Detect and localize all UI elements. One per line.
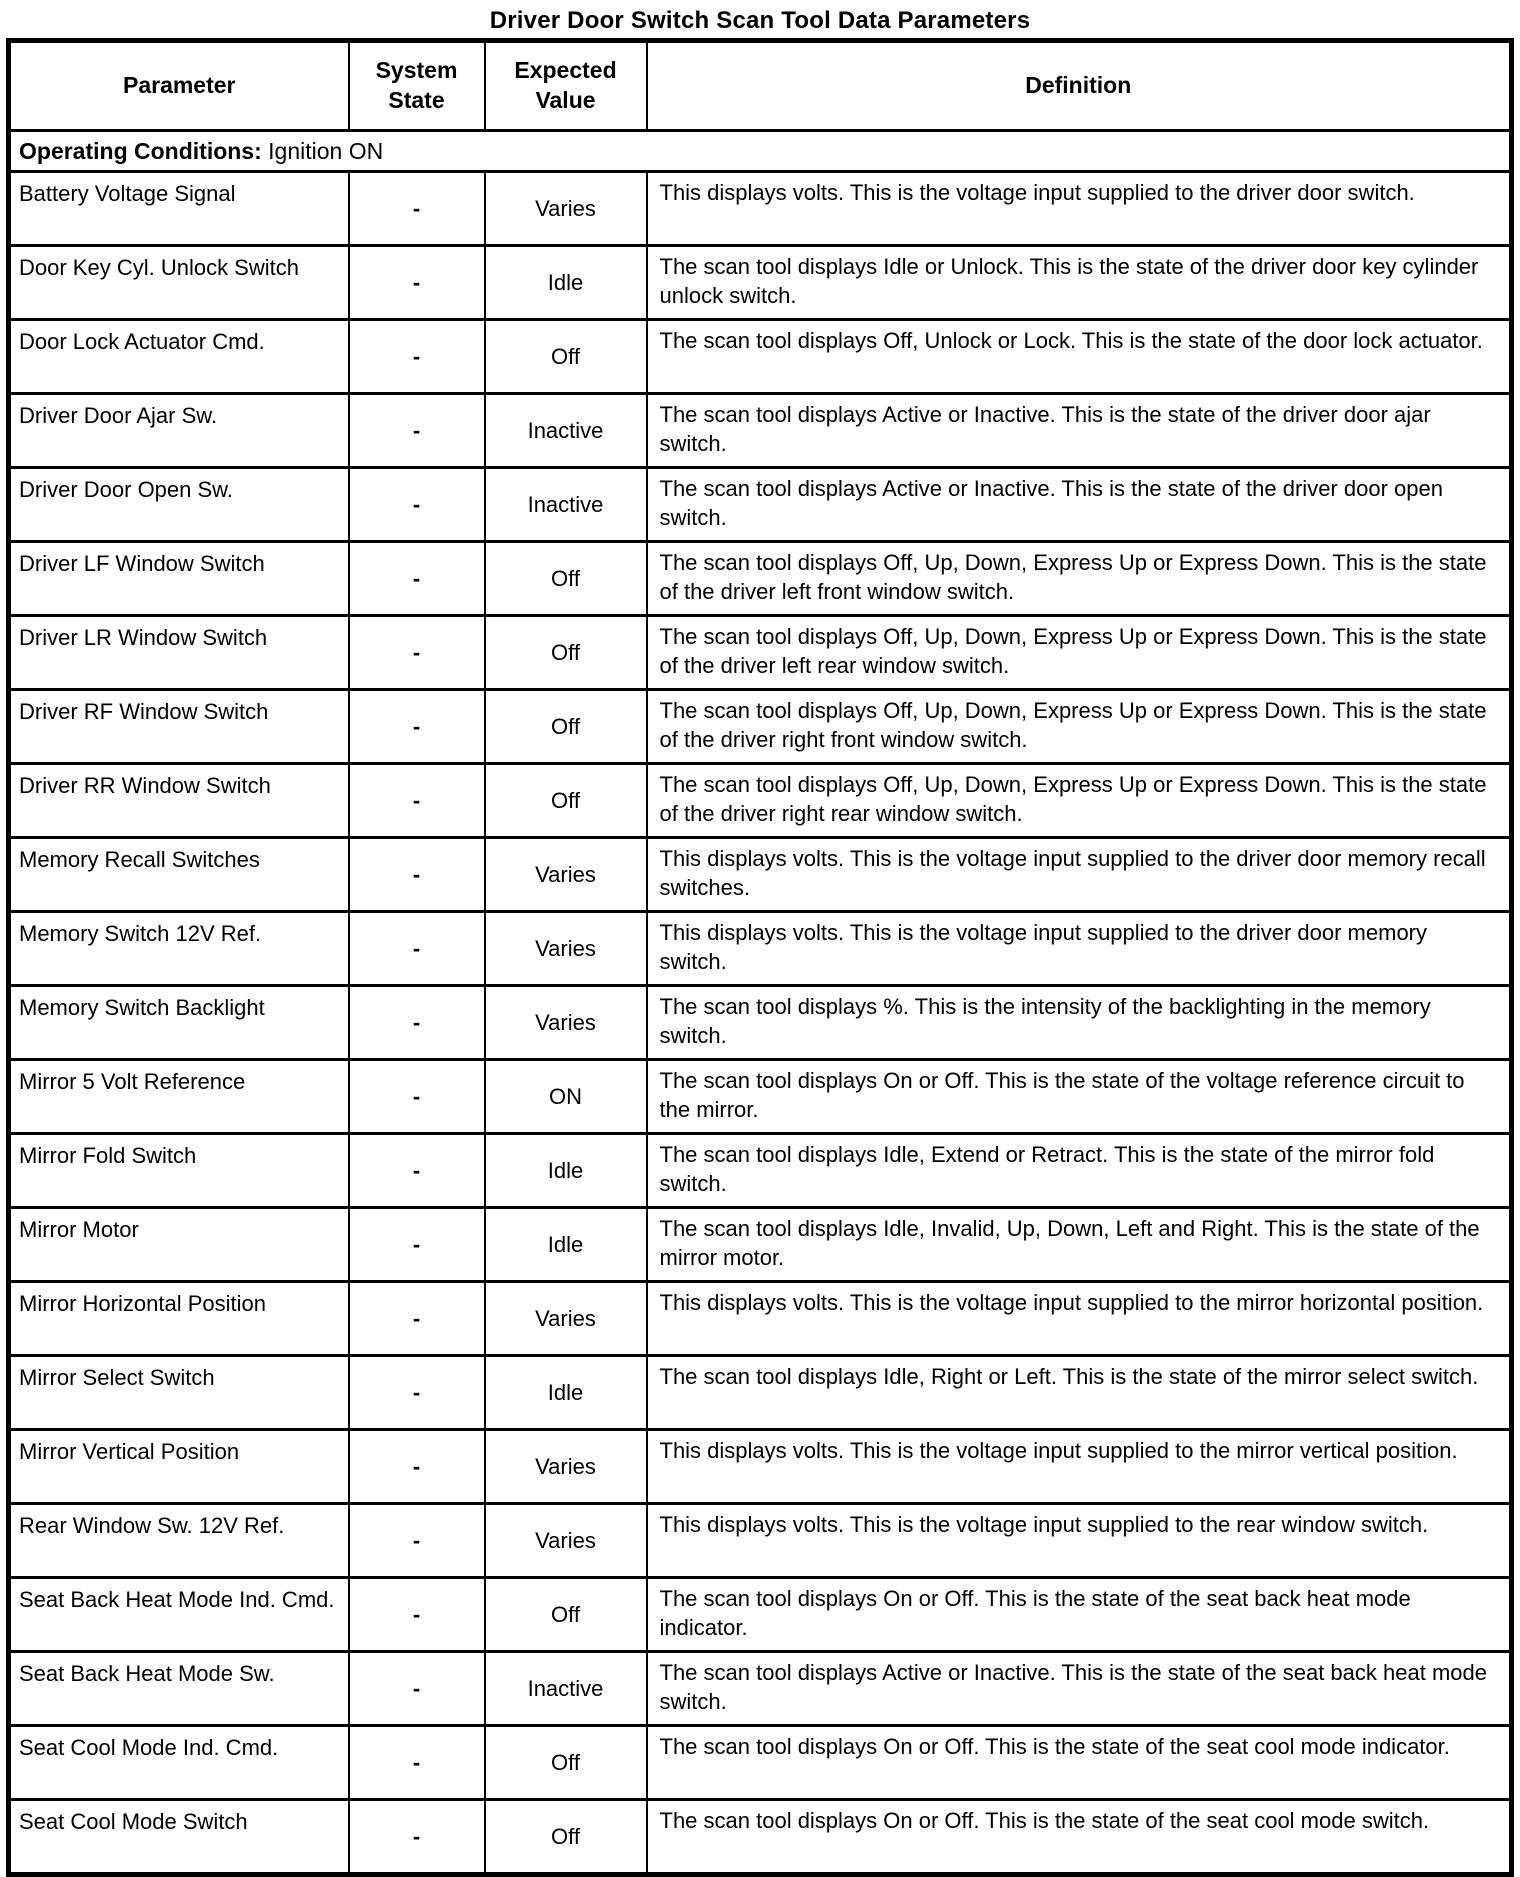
parameter-cell: Seat Cool Mode Ind. Cmd. xyxy=(9,1726,349,1800)
expected-value-cell: Idle xyxy=(485,246,647,320)
table-row xyxy=(9,912,1512,986)
expected-value-cell: Inactive xyxy=(485,468,647,542)
operating-conditions-value: Ignition ON xyxy=(268,137,384,164)
system-state-cell: - xyxy=(349,1726,485,1800)
expected-value-cell: Varies xyxy=(485,986,647,1060)
header-row xyxy=(9,41,1512,131)
parameter-cell: Memory Switch Backlight xyxy=(9,986,349,1060)
table-row xyxy=(9,764,1512,838)
definition-cell: This displays volts. This is the voltage input supplied to the driver door memory recall switches. xyxy=(647,838,1512,912)
definition-cell: This displays volts. This is the voltage input supplied to the driver door switch. xyxy=(647,172,1512,246)
definition-cell: The scan tool displays Off, Up, Down, Express Up or Express Down. This is the state of the driver left front window switch. xyxy=(647,542,1512,616)
expected-value-cell: Varies xyxy=(485,1282,647,1356)
expected-value-cell: Varies xyxy=(485,912,647,986)
definition-cell: The scan tool displays On or Off. This is the state of the voltage reference circuit to the mirror. xyxy=(647,1060,1512,1134)
expected-value-cell: ON xyxy=(485,1060,647,1134)
table-row xyxy=(9,1430,1512,1504)
table-row xyxy=(9,1578,1512,1652)
col-header-system-state: System State xyxy=(349,41,485,131)
expected-value-cell: Idle xyxy=(485,1134,647,1208)
parameter-cell: Door Key Cyl. Unlock Switch xyxy=(9,246,349,320)
table-row xyxy=(9,468,1512,542)
expected-value-cell: Varies xyxy=(485,1430,647,1504)
definition-cell: The scan tool displays %. This is the intensity of the backlighting in the memory switch. xyxy=(647,986,1512,1060)
table-row xyxy=(9,838,1512,912)
parameter-cell: Driver Door Open Sw. xyxy=(9,468,349,542)
system-state-cell: - xyxy=(349,394,485,468)
table-row xyxy=(9,320,1512,394)
table-row xyxy=(9,1134,1512,1208)
expected-value-cell: Idle xyxy=(485,1208,647,1282)
system-state-cell: - xyxy=(349,1430,485,1504)
parameter-cell: Driver RR Window Switch xyxy=(9,764,349,838)
system-state-cell: - xyxy=(349,246,485,320)
definition-cell: The scan tool displays Active or Inactive. This is the state of the driver door open switch. xyxy=(647,468,1512,542)
table-row xyxy=(9,542,1512,616)
parameter-cell: Driver LR Window Switch xyxy=(9,616,349,690)
definition-cell: The scan tool displays Active or Inactive. This is the state of the driver door ajar switch. xyxy=(647,394,1512,468)
system-state-cell: - xyxy=(349,1282,485,1356)
definition-cell: This displays volts. This is the voltage input supplied to the mirror vertical position. xyxy=(647,1430,1512,1504)
expected-value-cell: Varies xyxy=(485,172,647,246)
parameter-cell: Door Lock Actuator Cmd. xyxy=(9,320,349,394)
system-state-cell: - xyxy=(349,1800,485,1875)
definition-cell: This displays volts. This is the voltage input supplied to the driver door memory switch. xyxy=(647,912,1512,986)
table-row xyxy=(9,1208,1512,1282)
parameter-cell: Memory Switch 12V Ref. xyxy=(9,912,349,986)
parameter-cell: Mirror Fold Switch xyxy=(9,1134,349,1208)
expected-value-cell: Off xyxy=(485,320,647,394)
definition-cell: The scan tool displays Idle or Unlock. This is the state of the driver door key cylinder unlock switch. xyxy=(647,246,1512,320)
parameter-cell: Mirror Motor xyxy=(9,1208,349,1282)
definition-cell: The scan tool displays Off, Up, Down, Express Up or Express Down. This is the state of the driver right rear window switch. xyxy=(647,764,1512,838)
table-row xyxy=(9,616,1512,690)
expected-value-cell: Inactive xyxy=(485,1652,647,1726)
system-state-cell: - xyxy=(349,542,485,616)
definition-cell: The scan tool displays Active or Inactive. This is the state of the seat back heat mode switch. xyxy=(647,1652,1512,1726)
definition-cell: The scan tool displays Idle, Invalid, Up, Down, Left and Right. This is the state of the mirror motor. xyxy=(647,1208,1512,1282)
expected-value-cell: Off xyxy=(485,764,647,838)
parameter-cell: Seat Back Heat Mode Sw. xyxy=(9,1652,349,1726)
definition-cell: The scan tool displays Off, Up, Down, Express Up or Express Down. This is the state of the driver left rear window switch. xyxy=(647,616,1512,690)
parameter-cell: Driver Door Ajar Sw. xyxy=(9,394,349,468)
parameter-cell: Mirror Select Switch xyxy=(9,1356,349,1430)
parameter-cell: Driver RF Window Switch xyxy=(9,690,349,764)
definition-cell: The scan tool displays Idle, Right or Left. This is the state of the mirror select switch. xyxy=(647,1356,1512,1430)
system-state-cell: - xyxy=(349,1578,485,1652)
table-row xyxy=(9,1800,1512,1875)
table-row xyxy=(9,246,1512,320)
expected-value-cell: Off xyxy=(485,1800,647,1875)
scan-tool-data-table xyxy=(6,38,1514,1877)
parameter-cell: Battery Voltage Signal xyxy=(9,172,349,246)
col-header-definition: Definition xyxy=(647,41,1512,131)
system-state-cell: - xyxy=(349,764,485,838)
col-header-parameter: Parameter xyxy=(9,41,349,131)
expected-value-cell: Off xyxy=(485,616,647,690)
definition-cell: The scan tool displays On or Off. This is the state of the seat cool mode switch. xyxy=(647,1800,1512,1875)
table-row xyxy=(9,1504,1512,1578)
expected-value-cell: Off xyxy=(485,690,647,764)
expected-value-cell: Off xyxy=(485,1726,647,1800)
table-row xyxy=(9,1652,1512,1726)
parameter-cell: Seat Cool Mode Switch xyxy=(9,1800,349,1875)
system-state-cell: - xyxy=(349,986,485,1060)
definition-cell: This displays volts. This is the voltage input supplied to the mirror horizontal position. xyxy=(647,1282,1512,1356)
system-state-cell: - xyxy=(349,320,485,394)
definition-cell: The scan tool displays Off, Up, Down, Express Up or Express Down. This is the state of the driver right front window switch. xyxy=(647,690,1512,764)
parameter-cell: Memory Recall Switches xyxy=(9,838,349,912)
definition-cell: This displays volts. This is the voltage input supplied to the rear window switch. xyxy=(647,1504,1512,1578)
expected-value-cell: Idle xyxy=(485,1356,647,1430)
system-state-cell: - xyxy=(349,616,485,690)
system-state-cell: - xyxy=(349,1652,485,1726)
table-row xyxy=(9,394,1512,468)
page-title: Driver Door Switch Scan Tool Data Parameters xyxy=(489,7,1031,34)
table-row xyxy=(9,1356,1512,1430)
definition-cell: The scan tool displays On or Off. This is the state of the seat cool mode indicator. xyxy=(647,1726,1512,1800)
definition-cell: The scan tool displays On or Off. This is the state of the seat back heat mode indicator. xyxy=(647,1578,1512,1652)
table-row xyxy=(9,1060,1512,1134)
parameter-cell: Seat Back Heat Mode Ind. Cmd. xyxy=(9,1578,349,1652)
col-header-expected-value: Expected Value xyxy=(485,41,647,131)
table-row xyxy=(9,1726,1512,1800)
system-state-cell: - xyxy=(349,1504,485,1578)
parameter-cell: Mirror Vertical Position xyxy=(9,1430,349,1504)
table-row xyxy=(9,690,1512,764)
expected-value-cell: Varies xyxy=(485,1504,647,1578)
parameter-cell: Driver LF Window Switch xyxy=(9,542,349,616)
parameter-cell: Mirror Horizontal Position xyxy=(9,1282,349,1356)
operating-conditions-cell xyxy=(9,131,1512,172)
system-state-cell: - xyxy=(349,838,485,912)
system-state-cell: - xyxy=(349,1060,485,1134)
expected-value-cell: Off xyxy=(485,1578,647,1652)
system-state-cell: - xyxy=(349,468,485,542)
system-state-cell: - xyxy=(349,1134,485,1208)
operating-conditions-row xyxy=(9,131,1512,172)
expected-value-cell: Inactive xyxy=(485,394,647,468)
system-state-cell: - xyxy=(349,1356,485,1430)
system-state-cell: - xyxy=(349,912,485,986)
definition-cell: The scan tool displays Idle, Extend or Retract. This is the state of the mirror fold switch. xyxy=(647,1134,1512,1208)
system-state-cell: - xyxy=(349,690,485,764)
table-row xyxy=(9,986,1512,1060)
system-state-cell: - xyxy=(349,172,485,246)
parameter-cell: Rear Window Sw. 12V Ref. xyxy=(9,1504,349,1578)
table-row xyxy=(9,1282,1512,1356)
operating-conditions-label: Operating Conditions: xyxy=(19,137,262,164)
system-state-cell: - xyxy=(349,1208,485,1282)
expected-value-cell: Off xyxy=(485,542,647,616)
table-row xyxy=(9,172,1512,246)
definition-cell: The scan tool displays Off, Unlock or Lock. This is the state of the door lock actuator. xyxy=(647,320,1512,394)
expected-value-cell: Varies xyxy=(485,838,647,912)
parameter-cell: Mirror 5 Volt Reference xyxy=(9,1060,349,1134)
